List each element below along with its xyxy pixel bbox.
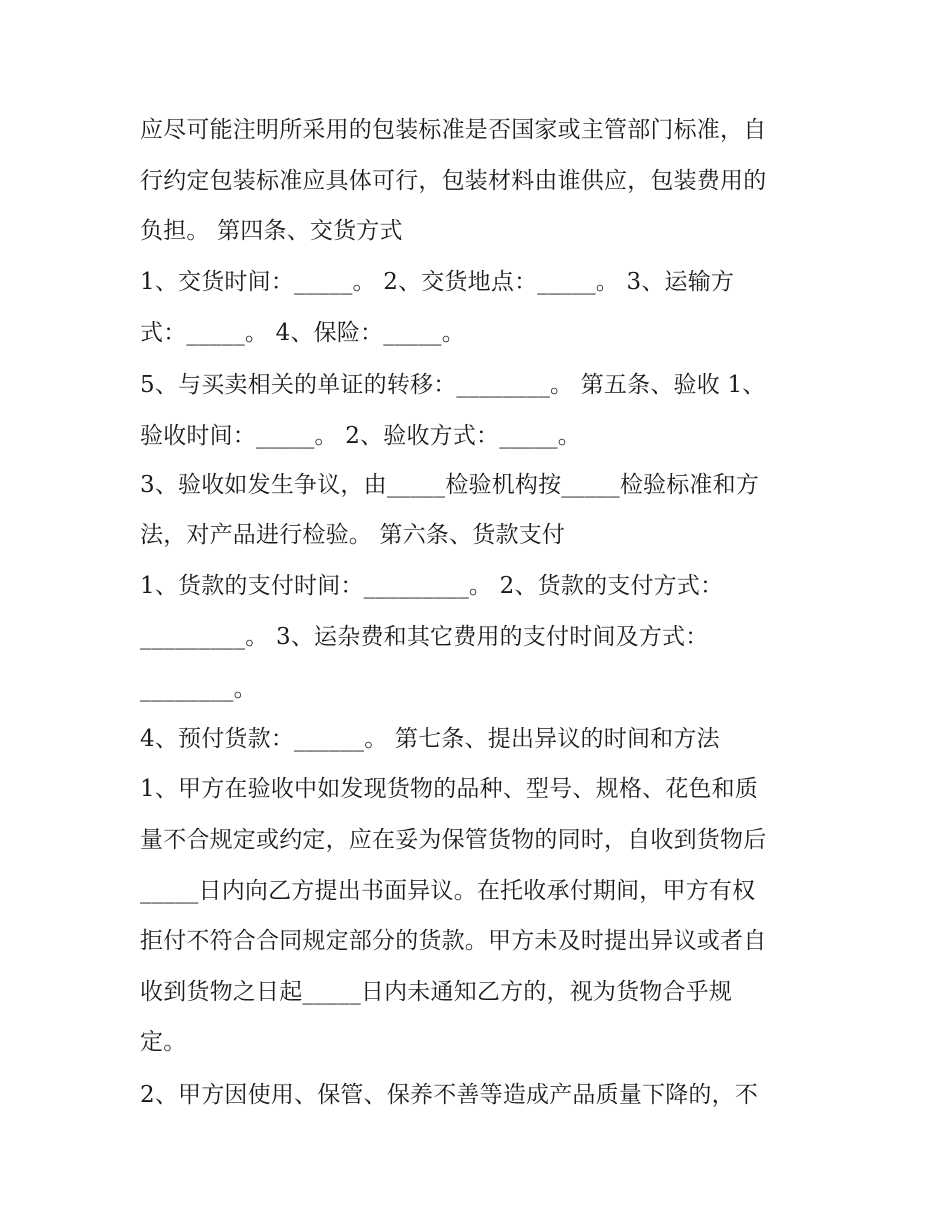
- text-line: 3、验收如发生争议，由_____检验机构按_____检验标准和方: [140, 472, 760, 498]
- text-line: _________。 3、运杂费和其它费用的支付时间及方式：: [140, 624, 709, 650]
- text-line: 1、甲方在验收中如发现货物的品种、型号、规格、花色和质: [140, 776, 759, 802]
- text-line: 1、交货时间：_____。 2、交货地点：_____。 3、运输方: [140, 269, 735, 295]
- text-line: 拒付不符合合同规定部分的货款。甲方未及时提出异议或者自: [140, 928, 767, 954]
- text-line: 应尽可能注明所采用的包装标准是否国家或主管部门标准，自: [140, 117, 767, 143]
- text-line: 式：_____。 4、保险：_____。: [140, 320, 465, 346]
- text-line: _____日内向乙方提出书面异议。在托收承付期间，甲方有权: [140, 878, 756, 904]
- text-line: 法，对产品进行检验。 第六条、货款支付: [140, 522, 566, 548]
- text-line: 4、预付货款：______。 第七条、提出异议的时间和方法: [140, 726, 720, 752]
- text-line: 1、货款的支付时间：_________。 2、货款的支付方式：: [140, 573, 724, 599]
- text-line: ________。: [140, 676, 257, 702]
- text-line: 行约定包装标准应具体可行，包装材料由谁供应，包装费用的: [140, 168, 767, 194]
- text-line: 5、与买卖相关的单证的转移：________。 第五条、验收 1、: [140, 372, 766, 398]
- text-line: 量不合规定或约定，应在妥为保管货物的同时，自收到货物后: [140, 827, 767, 853]
- text-line: 收到货物之日起_____日内未通知乙方的，视为货物合乎规: [140, 979, 733, 1005]
- text-line: 定。: [140, 1029, 187, 1055]
- text-line: 2、甲方因使用、保管、保养不善等造成产品质量下降的，不: [140, 1082, 759, 1108]
- text-line: 负担。 第四条、交货方式: [140, 218, 403, 244]
- text-line: 验收时间：_____。 2、验收方式：_____。: [140, 423, 581, 449]
